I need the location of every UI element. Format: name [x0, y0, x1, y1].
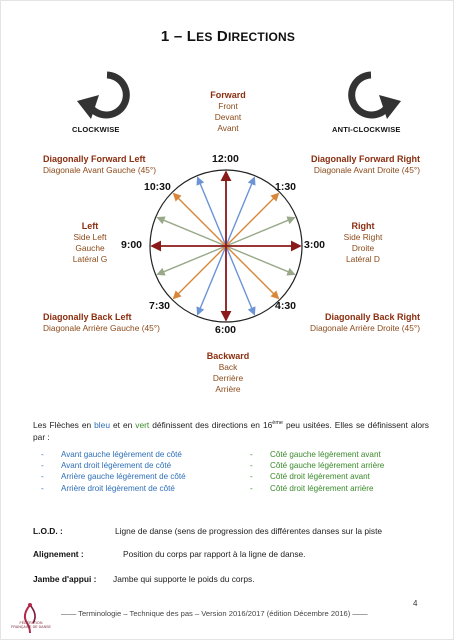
definition-jambe-appui: Jambe d'appui : Jambe qui supporte le poids du corps. [33, 574, 255, 584]
blue-direction-list [41, 449, 186, 494]
direction-left: Left Side Left Gauche Latéral G [72, 221, 108, 264]
clock-label-6: 6:00 [215, 324, 237, 336]
anticlockwise-arrow-icon [339, 65, 403, 127]
direction-diag-back-left: Diagonally Back Left Diagonale Arrière Gauche (45°) [43, 312, 160, 333]
list-item: - Arrière droit légèrement de côté [41, 483, 175, 493]
definition-alignement: Alignement : Position du corps par rapport à la ligne de danse. [33, 549, 306, 559]
page-title: 1 – LES DIRECTIONS [160, 28, 296, 45]
list-item: - Côté gauche légèrement avant [250, 450, 381, 459]
direction-diag-forward-left: Diagonally Forward Left Diagonale Avant Gauche (45°) [43, 154, 157, 175]
clock-label-430: 4:30 [275, 300, 297, 312]
list-item: - Côté droit légèrement avant [250, 472, 370, 482]
clockwise-arrow-icon [75, 65, 139, 127]
clock-label-3: 3:00 [304, 239, 326, 251]
list-item: - Avant gauche légèrement de côté [41, 450, 182, 459]
list-item: - Côté droit légèrement arrière [250, 483, 374, 493]
diagonal-arrow-45 [226, 194, 278, 246]
clockwise-label: CLOCKWISE [72, 125, 120, 134]
definition-lod: L.O.D. : Ligne de danse (sens de progression des différentes danses sur la piste [33, 526, 383, 536]
page-footer: —— Terminologie – Technique des pas – Version 2016/2017 (édition Décembre 2016) —— [61, 609, 368, 618]
direction-forward: Forward Front Devant Avant [210, 90, 246, 133]
direction-right: Right Side Right Droite Latéral D [343, 221, 383, 264]
clock-label-730: 7:30 [149, 300, 171, 312]
clock-label-130: 1:30 [275, 181, 297, 193]
direction-backward: Backward Back Derrière Arrière [206, 351, 250, 394]
list-item: - Côté gauche légèrement arrière [250, 461, 385, 471]
list-item: - Arrière gauche légèrement de côté [41, 472, 186, 482]
clock-label-9: 9:00 [121, 239, 143, 251]
clock-label-12: 12:00 [212, 153, 239, 165]
intro-paragraph: Les Flèches en bleu et en vert définissent des directions en 16ème peu usitées. Elles se définissent alors par : [33, 419, 429, 442]
federation-logo-icon [17, 601, 43, 637]
diagonal-arrow-315 [174, 194, 226, 246]
direction-diag-forward-right: Diagonally Forward Right Diagonale Avant Droite (45°) [310, 154, 420, 175]
logo-caption: FÉDÉRATION FRANÇAISE DE DANSE [11, 621, 51, 630]
direction-diag-back-right: Diagonally Back Right Diagonale Arrière Droite (45°) [310, 312, 420, 333]
diagonal-arrow-135 [226, 246, 278, 298]
page-number: 4 [413, 599, 418, 608]
green-direction-list [250, 449, 384, 494]
diagonal-arrow-225 [174, 246, 226, 298]
clock-label-1030: 10:30 [144, 181, 171, 193]
list-item: - Avant droit légèrement de côté [41, 461, 172, 471]
anticlockwise-label: ANTI-CLOCKWISE [332, 125, 401, 134]
